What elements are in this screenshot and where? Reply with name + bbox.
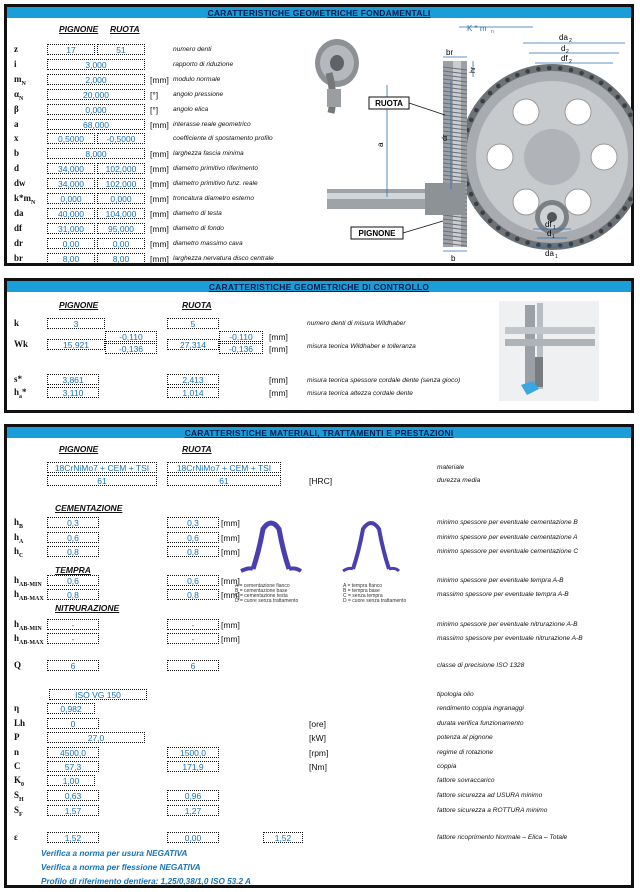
sym-habmax: $h_{AB-MAX}$ — [14, 589, 44, 602]
col-ruota: RUOTA — [182, 444, 212, 454]
desc-hc: minimo spessore per eventuale cementazione C — [437, 548, 579, 555]
row-description: diametro di fondo — [173, 224, 224, 232]
pignone-value: 3,000 — [47, 59, 145, 70]
sym-s: s* — [14, 374, 23, 384]
sym-row: d — [14, 163, 20, 174]
pignone-value: 0,5000 — [47, 133, 95, 144]
desc-material: materiale — [437, 464, 465, 471]
sf-pignone: 1,57 — [47, 805, 99, 816]
svg-text:B = tempra base: B = tempra base — [343, 588, 380, 594]
row-description: angolo elica — [173, 105, 209, 113]
sym-row: β — [14, 103, 19, 114]
s-pignone: 3,861 — [47, 374, 99, 385]
p-unit: [kW] — [309, 733, 326, 743]
habmin_n-unit: [mm] — [221, 620, 240, 630]
desc-ha: misura teorica altezza cordale dente — [307, 390, 413, 397]
habmax-pignone: 0,8 — [47, 589, 99, 600]
sym-hb: $h_B$ — [14, 517, 24, 530]
verify-bending: Verifica a norma per flessione NEGATIVA — [41, 863, 201, 872]
material-ruota: 18CrNiMo7 + CEM + TSI — [167, 462, 281, 473]
sym-hc: $h_C$ — [14, 546, 24, 559]
panel-control-geometry — [4, 278, 634, 413]
k-ruota: 5 — [167, 318, 219, 329]
verify-profile: Profilo di riferimento dentiera: 1,25/0,38/1,0 ISO 53.2 A — [41, 877, 251, 886]
hb-unit: [mm] — [221, 518, 240, 528]
desc-sf: fattore sicurezza a ROTTURA minimo — [437, 807, 548, 814]
sym-c: C — [14, 761, 21, 771]
hc-ruota: 0,8 — [167, 546, 219, 557]
svg-text:D = cuore senza trattamento: D = cuore senza trattamento — [343, 598, 407, 604]
ha-ruota: 0,6 — [167, 532, 219, 543]
pignone-value: 68,000 — [47, 119, 145, 130]
wk-pignone: 15,921 — [47, 339, 105, 350]
svg-text:a: a — [376, 142, 385, 147]
svg-text:RUOTA: RUOTA — [375, 99, 403, 108]
sh-ruota: 0,96 — [167, 790, 219, 801]
ruota-value: 0,000 — [97, 193, 145, 204]
sym-row: $\alpha_N$ — [14, 88, 24, 102]
unit-label: [mm] — [150, 119, 169, 130]
unit-label: [mm] — [150, 253, 169, 264]
desc-eps: fattore ricoprimento Normale – Elica – Totale — [437, 834, 568, 841]
ha-pignone: 3,110 — [47, 387, 99, 398]
habmax_n-ruota: - — [167, 633, 219, 644]
sym-row: z — [14, 44, 18, 54]
row-description: diametro massimo cava — [173, 239, 243, 247]
svg-text:1: 1 — [553, 225, 556, 231]
habmax-unit: [mm] — [221, 590, 240, 600]
panel1-title: CARATTERISTICHE GEOMETRICHE FONDAMENTALI — [7, 7, 631, 18]
ruota-value: -0,5000 — [97, 133, 145, 144]
svg-text:br: br — [446, 48, 454, 57]
sym-row: dw — [14, 178, 26, 189]
eps-pignone: 1,52 — [47, 832, 99, 843]
unit-label: [mm] — [150, 149, 169, 160]
sym-k0: $K_0$ — [14, 775, 25, 788]
desc-p: potenza al pignone — [437, 734, 493, 741]
row-description: numero denti — [173, 46, 212, 53]
pignone-value: 0,00 — [47, 238, 95, 249]
hb-ruota: 0,3 — [167, 517, 219, 528]
row-description: rapporto di riduzione — [173, 60, 234, 68]
sym-row: da — [14, 207, 24, 218]
hc-pignone: 0,8 — [47, 546, 99, 557]
svg-text:dr: dr — [442, 134, 449, 141]
svg-text:n: n — [491, 29, 494, 35]
row-description: larghezza fascia minima — [173, 150, 244, 158]
gear-diagram — [307, 21, 633, 267]
svg-text:A = cementazione fianco: A = cementazione fianco — [235, 583, 290, 589]
habmin-ruota: 0,6 — [167, 575, 219, 586]
panel3-title: CARATTERISTICHE MATERIALI, TRATTAMENTI E PRESTAZIONI — [7, 427, 631, 438]
pignone-value: 0,000 — [47, 193, 95, 204]
sym-sf: $S_F$ — [14, 805, 23, 818]
pignone-value: 31,000 — [47, 223, 95, 234]
wk-unit-upper: [mm] — [269, 332, 288, 342]
desc-sh: fattore sicurezza ad USURA minimo — [437, 792, 543, 799]
section-cementazione: CEMENTAZIONE — [55, 503, 123, 513]
desc-ha: minimo spessore per eventuale cementazione A — [437, 534, 578, 541]
unit-label: [°] — [150, 104, 159, 115]
row-description: diametro di testa — [173, 209, 222, 217]
pignone-value: 40,000 — [47, 208, 95, 219]
row-description: interasse reale geometrico — [173, 120, 251, 128]
desc-habmax: massimo spessore per eventuale tempra A-B — [437, 591, 569, 598]
eps-totale: 1,52 — [263, 832, 303, 843]
habmin_n-ruota: - — [167, 619, 219, 630]
desc-hardness: durezza media — [437, 477, 481, 484]
wk-ruota-lower: -0,136 — [219, 343, 263, 354]
ha-pignone: 0,6 — [47, 532, 99, 543]
sym-row: b — [14, 148, 20, 159]
unit-label: [mm] — [150, 238, 169, 249]
sym-p: P — [14, 732, 20, 742]
sym-row: $k*m_N$ — [14, 193, 36, 206]
ruota-value: 102,000 — [97, 163, 145, 174]
k-pignone: 3 — [47, 318, 105, 329]
svg-text:C = cementazione testa: C = cementazione testa — [235, 593, 288, 599]
unit-label: [mm] — [150, 194, 169, 204]
sym-wk: Wk — [14, 339, 29, 349]
n-unit: [rpm] — [309, 748, 329, 758]
sym-row: i — [14, 58, 17, 69]
sym-n: n — [14, 747, 20, 757]
habmin-pignone: 0,6 — [47, 575, 99, 586]
svg-text:1: 1 — [552, 234, 555, 240]
treatment-profile-diagram — [235, 505, 431, 609]
desc-olio: tipologia olio — [437, 691, 474, 698]
ha-unit: [mm] — [221, 533, 240, 543]
ruota-value: 104,000 — [97, 208, 145, 219]
section-nitrurazione: NITRURAZIONE — [55, 603, 120, 613]
sym-row: $m_N$ — [14, 73, 26, 87]
svg-text:PIGNONE: PIGNONE — [358, 229, 396, 238]
col-pignone: PIGNONE — [59, 24, 99, 34]
panel-materials — [4, 424, 634, 888]
desc-habmin_n: minimo spessore per eventuale nitrurazione A-B — [437, 621, 578, 628]
svg-text:2: 2 — [566, 49, 569, 55]
svg-text:2: 2 — [569, 59, 572, 65]
pignone-value: 34,000 — [47, 163, 95, 174]
svg-text:hr: hr — [470, 66, 477, 73]
row-description: troncatura diametro esterno — [173, 195, 254, 202]
unit-label: [mm] — [150, 74, 169, 85]
svg-text:d: d — [547, 229, 552, 238]
sym-lh: Lh — [14, 718, 26, 728]
ruota-value: 51 — [97, 44, 145, 55]
pignone-value: 8,000 — [47, 148, 145, 159]
material-pignone: 18CrNiMo7 + CEM + TSI — [47, 462, 157, 473]
p-value: 27,0 — [47, 732, 145, 743]
sym-row: dr — [14, 237, 23, 248]
q-ruota: 6 — [167, 660, 219, 671]
wk-ruota: 27,314 — [167, 339, 219, 350]
svg-text:b: b — [451, 254, 456, 263]
svg-text:C = senza tempra: C = senza tempra — [343, 593, 383, 599]
sym-row: x — [14, 133, 19, 144]
desc-eta: rendimento coppia ingranaggi — [437, 705, 524, 712]
svg-text:2: 2 — [569, 38, 572, 44]
row-description: angolo pressione — [173, 90, 224, 98]
ha-ruota: 1,014 — [167, 387, 219, 398]
habmax_n-unit: [mm] — [221, 634, 240, 644]
k0-value: 1,00 — [47, 775, 95, 786]
habmin_n-pignone: - — [47, 619, 99, 630]
sym-habmin: $h_{AB-MIN}$ — [14, 575, 42, 588]
q-pignone: 6 — [47, 660, 99, 671]
habmax_n-pignone: - — [47, 633, 99, 644]
row-description: coefficiente di spostamento profilo — [173, 135, 273, 143]
ruota-value: 8,00 — [97, 253, 145, 264]
wk-pignone-lower: -0,136 — [105, 343, 157, 354]
s-ruota: 2,413 — [167, 374, 219, 385]
unit-label: [°] — [150, 89, 159, 100]
c-unit: [Nm] — [309, 762, 327, 772]
sh-pignone: 0,63 — [47, 790, 99, 801]
svg-text:D = cuore senza trattamento: D = cuore senza trattamento — [235, 598, 299, 604]
lh-unit: [ore] — [309, 719, 327, 729]
desc-k0: fattore sovraccarico — [437, 777, 495, 784]
hardness-pignone: 61 — [47, 475, 157, 486]
ruota-value: 102,000 — [97, 178, 145, 189]
col-pignone: PIGNONE — [59, 300, 99, 310]
sym-habmin_n: $h_{AB-MIN}$ — [14, 619, 42, 632]
pignone-value: 20,000 — [47, 89, 145, 100]
caliper-image — [495, 297, 605, 409]
section-tempra: TEMPRA — [55, 565, 91, 575]
ruota-value: 95,000 — [97, 223, 145, 234]
sym-q: Q — [14, 660, 22, 670]
sym-k: k — [14, 318, 20, 328]
sym-ha: $h_A$ — [14, 532, 24, 545]
svg-text:da: da — [545, 249, 554, 258]
sym-eps: ε — [14, 832, 18, 842]
pignone-value: 34,000 — [47, 178, 95, 189]
lh-value: 0 — [47, 718, 99, 729]
sym-sh: $S_H$ — [14, 790, 24, 803]
hc-unit: [mm] — [221, 547, 240, 557]
sym-row: a — [14, 118, 19, 129]
olio-value: ISO VG 150 — [49, 689, 147, 700]
n-pignone: 4500,0 — [47, 747, 99, 758]
col-pignone: PIGNONE — [59, 444, 99, 454]
desc-habmin: minimo spessore per eventuale tempra A-B — [437, 577, 564, 584]
pignone-value: 0,000 — [47, 104, 145, 115]
habmin-unit: [mm] — [221, 576, 240, 586]
desc-c: coppia — [437, 763, 457, 770]
desc-lh: durata verifica funzionamento — [437, 720, 524, 727]
sym-row: df — [14, 222, 23, 233]
sym-ha: $h_a*$ — [14, 387, 27, 400]
row-description: diametro primitivo riferimento — [173, 165, 259, 173]
col-ruota: RUOTA — [182, 300, 212, 310]
svg-text:da: da — [559, 33, 568, 42]
n-ruota: 1500,0 — [167, 747, 219, 758]
row-description: modulo normale — [173, 75, 221, 83]
hardness-ruota: 61 — [167, 475, 281, 486]
row-description: diametro primitivo funz. reale — [173, 180, 258, 188]
pignone-value: 8,00 — [47, 253, 95, 264]
svg-text:A = tempra fianco: A = tempra fianco — [343, 583, 383, 589]
desc-s: misura teorica spessore cordale dente (senza gioco) — [307, 377, 461, 384]
s-unit: [mm] — [269, 375, 288, 385]
unit-label: [mm] — [150, 164, 169, 175]
svg-text:B = cementazione base: B = cementazione base — [235, 588, 288, 594]
row-description: larghezza nervatura disco centrale — [173, 254, 274, 262]
unit-label: [mm] — [150, 223, 169, 234]
desc-n: regime di rotazione — [437, 749, 494, 756]
col-ruota: RUOTA — [110, 24, 140, 34]
sym-habmax_n: $h_{AB-MAX}$ — [14, 633, 44, 646]
panel2-title: CARATTERISTICHE GEOMETRICHE DI CONTROLLO — [7, 281, 631, 292]
verify-wear: Verifica a norma per usura NEGATIVA — [41, 849, 188, 858]
habmax-ruota: 0,8 — [167, 589, 219, 600]
hardness-unit: [HRC] — [309, 476, 333, 486]
ha-unit: [mm] — [269, 388, 288, 398]
unit-label: [mm] — [150, 179, 169, 190]
pignone-value: 17 — [47, 44, 95, 55]
desc-q: classe di precisione ISO 1328 — [437, 662, 525, 669]
desc-habmax_n: massimo spessore per eventuale nitrurazione A-B — [437, 635, 583, 642]
sym-eta: η — [14, 703, 20, 713]
ruota-value: 0,00 — [97, 238, 145, 249]
wk-ruota-upper: -0,110 — [219, 331, 263, 342]
desc-hb: minimo spessore per eventuale cementazione B — [437, 519, 578, 526]
c-pignone: 57,3 — [47, 761, 99, 772]
wk-unit-lower: [mm] — [269, 344, 288, 354]
unit-label: [mm] — [150, 208, 169, 219]
pignone-value: 2,000 — [47, 74, 145, 85]
svg-text:df: df — [545, 220, 552, 229]
desc-wk: misura teorica Wildhaber e tolleranza — [307, 343, 416, 350]
desc-k: numero denti di misura Wildhaber — [307, 320, 406, 327]
gear-3d-image — [315, 39, 359, 113]
panel-geometric-fundamentals — [4, 4, 634, 266]
hb-pignone: 0,3 — [47, 517, 99, 528]
svg-text:1: 1 — [555, 254, 558, 260]
wk-pignone-upper: -0,110 — [105, 331, 157, 342]
eps-ruota: 0,00 — [167, 832, 219, 843]
eta-value: 0,982 — [47, 703, 95, 714]
svg-text:d: d — [561, 44, 566, 53]
svg-text:df: df — [561, 54, 568, 63]
sym-row: br — [14, 252, 23, 263]
c-ruota: 171,9 — [167, 761, 219, 772]
sf-ruota: 1,27 — [167, 805, 219, 816]
svg-text:K * m: K * m — [467, 24, 487, 33]
